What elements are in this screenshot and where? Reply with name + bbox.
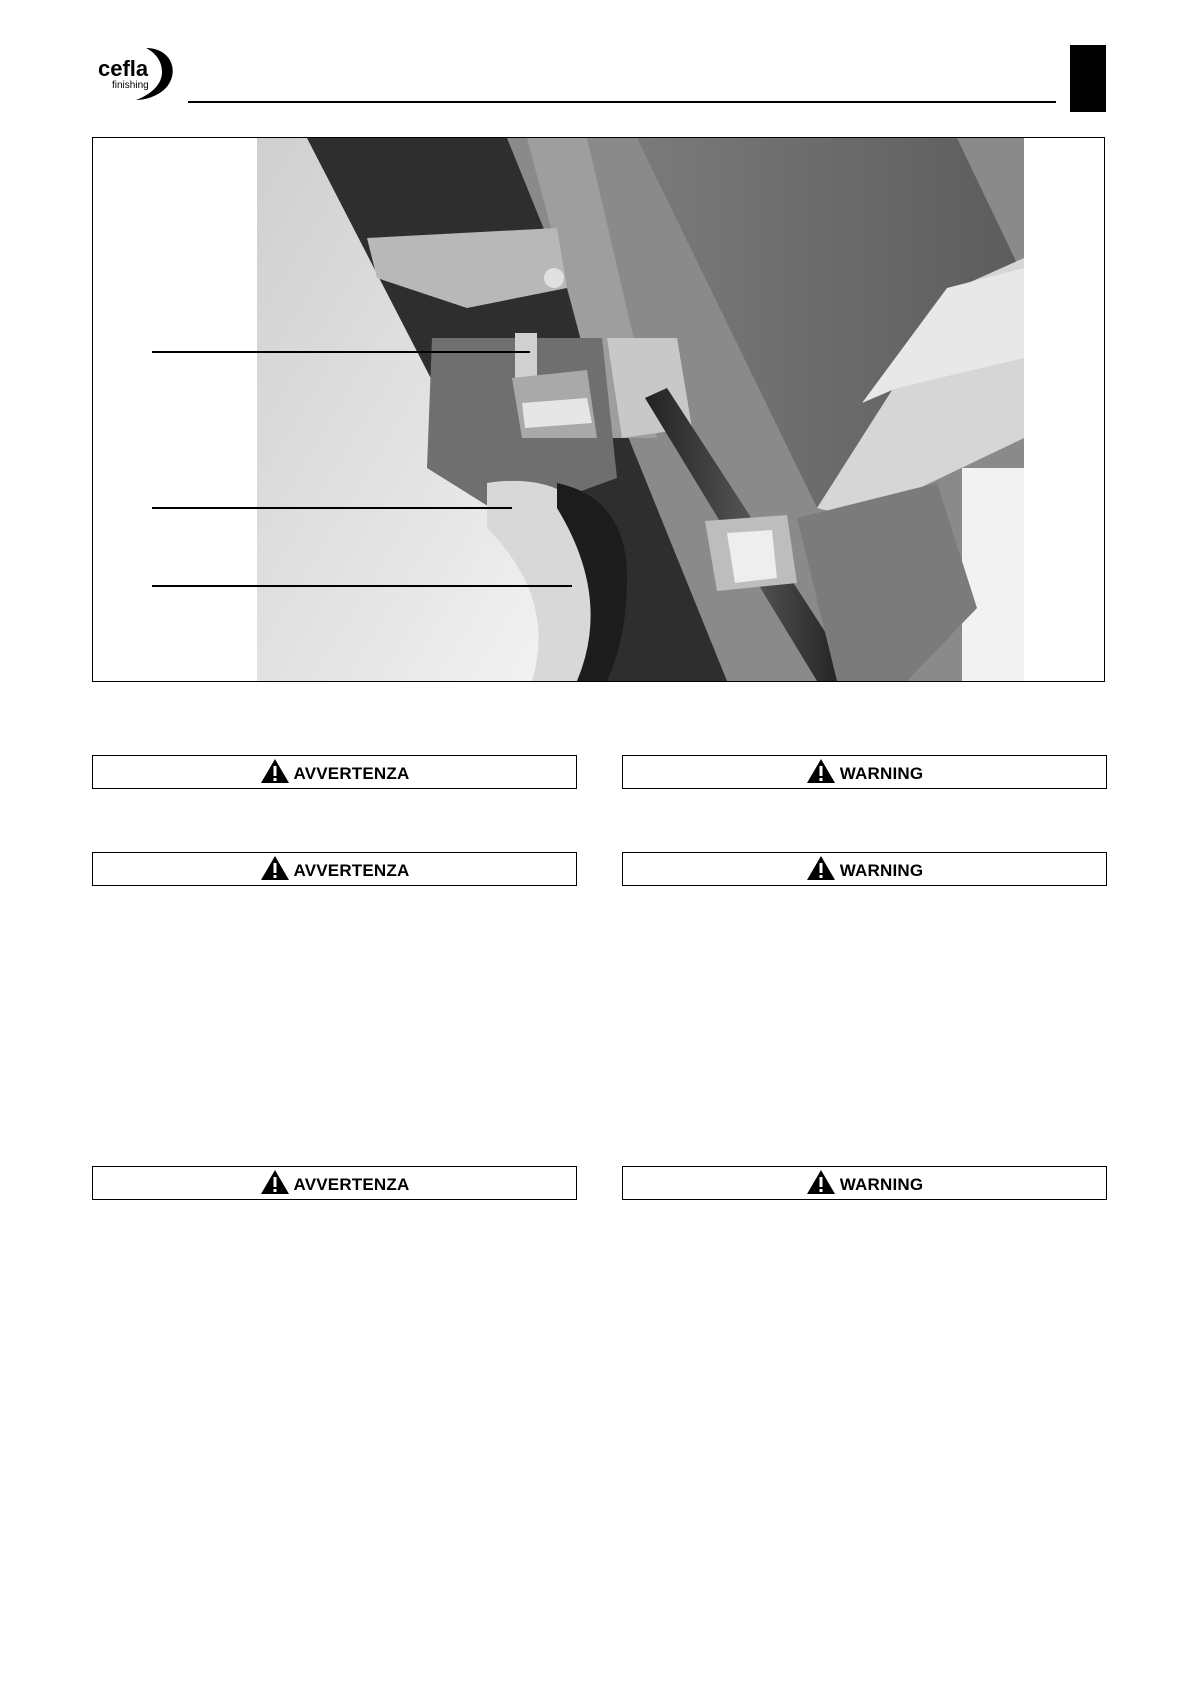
warning-label: WARNING (839, 764, 924, 783)
warning-box-en-3 (622, 1166, 1107, 1200)
warning-box-en-1 (622, 755, 1107, 789)
warning-triangle-icon (260, 758, 290, 784)
section-tab-marker (1070, 45, 1106, 112)
warning-box-it-2 (92, 852, 577, 886)
warning-box-it-1 (92, 755, 577, 789)
warning-triangle-icon (806, 855, 836, 881)
callout-leader-1 (152, 351, 530, 353)
warning-box-it-3 (92, 1166, 577, 1200)
machine-photo (257, 138, 1024, 681)
machine-photo-figure (92, 137, 1105, 682)
warning-triangle-icon (260, 1169, 290, 1195)
callout-leader-2 (152, 507, 512, 509)
header-rule (188, 101, 1056, 103)
warning-label: WARNING (839, 1175, 924, 1194)
warning-label: AVVERTENZA (293, 861, 410, 880)
logo-brand-text: cefla (98, 56, 149, 81)
warning-box-en-2 (622, 852, 1107, 886)
warning-triangle-icon (806, 1169, 836, 1195)
warning-triangle-icon (806, 758, 836, 784)
warning-label: AVVERTENZA (293, 1175, 410, 1194)
callout-leader-3 (152, 585, 572, 587)
warning-label: AVVERTENZA (293, 764, 410, 783)
logo-sub-text: finishing (112, 80, 149, 91)
warning-triangle-icon (260, 855, 290, 881)
cefla-finishing-logo (96, 44, 176, 102)
warning-label: WARNING (839, 861, 924, 880)
